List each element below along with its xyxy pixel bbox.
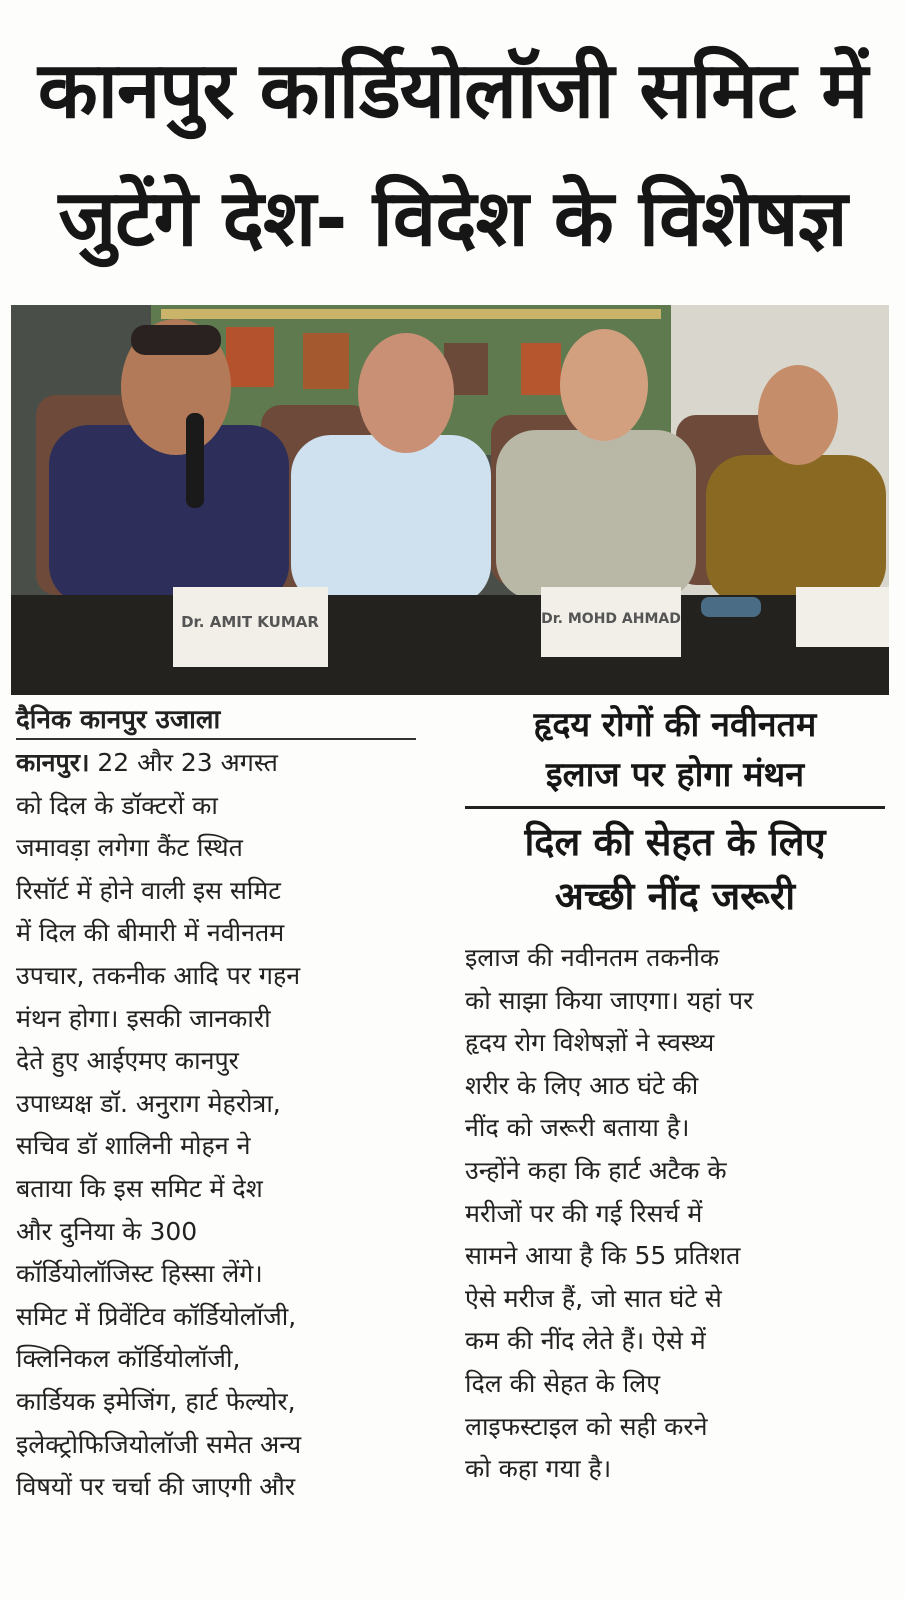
body-line: मरीजों पर की गई रिसर्च में bbox=[465, 1198, 703, 1228]
body-line: और दुनिया के 300 bbox=[16, 1216, 198, 1246]
body-line: शरीर के लिए आठ घंटे की bbox=[465, 1070, 699, 1100]
subhead-1-line-2: इलाज पर होगा मंथन bbox=[545, 755, 805, 795]
body-line: कम की नींद लेते हैं। ऐसे में bbox=[465, 1326, 706, 1356]
body-line: समिट में प्रिवेंटिव कॉर्डियोलॉजी, bbox=[16, 1301, 297, 1331]
body-line: नींद को जरूरी बताया है। bbox=[465, 1113, 690, 1143]
right-column bbox=[465, 700, 885, 1491]
body-line: जमावड़ा लगेगा कैंट स्थित bbox=[16, 833, 243, 863]
body-line: बताया कि इस समिट में देश bbox=[16, 1173, 263, 1203]
body-line: उपचार, तकनीक आदि पर गहन bbox=[16, 960, 301, 990]
body-line: दिल की सेहत के लिए bbox=[465, 1368, 661, 1398]
headline-line-2: जुटेंगे देश- विदेश के विशेषज्ञ bbox=[58, 174, 847, 264]
body-line: रिसॉर्ट में होने वाली इस समिट bbox=[16, 875, 281, 905]
body-line: विषयों पर चर्चा की जाएगी और bbox=[16, 1472, 296, 1502]
body-line: इलाज की नवीनतम तकनीक bbox=[465, 943, 720, 972]
body-line: कार्डियक इमेजिंग, हार्ट फेल्योर, bbox=[16, 1386, 296, 1416]
subhead-2-line-2: अच्छी नींद जरूरी bbox=[554, 874, 796, 918]
nameplate-1: Dr. AMIT KUMAR bbox=[181, 613, 319, 631]
byline: दैनिक कानपुर उजाला bbox=[16, 700, 416, 740]
body-line: देते हुए आईएमए कानपुर bbox=[16, 1046, 239, 1076]
nameplate-2: Dr. MOHD AHMAD bbox=[541, 611, 681, 627]
body-line: को साझा किया जाएगा। यहां पर bbox=[465, 985, 754, 1015]
body-line: मंथन होगा। इसकी जानकारी bbox=[16, 1003, 271, 1033]
divider bbox=[465, 806, 885, 809]
body-line: क्लिनिकल कॉर्डियोलॉजी, bbox=[16, 1344, 241, 1374]
body-line: लाइफस्टाइल को सही करने bbox=[465, 1411, 708, 1441]
body-line: हृदय रोग विशेषज्ञों ने स्वस्थ्य bbox=[465, 1028, 715, 1058]
body-line: में दिल की बीमारी में नवीनतम bbox=[16, 918, 285, 948]
body-line: को दिल के डॉक्टरों का bbox=[16, 790, 218, 820]
left-body bbox=[16, 742, 436, 1509]
body-line: सामने आया है कि 55 प्रतिशत bbox=[465, 1241, 741, 1271]
subhead-1-line-1: हृदय रोगों की नवीनतम bbox=[533, 705, 817, 745]
body-line: सचिव डॉ शालिनी मोहन ने bbox=[16, 1131, 251, 1161]
right-body bbox=[465, 937, 885, 1491]
body-line: 22 और 23 अगस्त bbox=[89, 748, 278, 777]
dateline: कानपुर। bbox=[16, 748, 90, 777]
body-line: इलेक्ट्रोफिजियोलॉजी समेत अन्य bbox=[16, 1429, 302, 1459]
left-column bbox=[16, 700, 436, 1509]
headline-line-1: कानपुर कार्डियोलॉजी समिट में bbox=[37, 46, 868, 136]
body-line: उन्होंने कहा कि हार्ट अटैक के bbox=[465, 1155, 727, 1185]
press-conference-photo bbox=[11, 305, 889, 695]
body-line: को कहा गया है। bbox=[465, 1454, 612, 1484]
body-line: कॉर्डियोलॉजिस्ट हिस्सा लेंगे। bbox=[16, 1259, 263, 1289]
body-line: उपाध्यक्ष डॉ. अनुराग मेहरोत्रा, bbox=[16, 1088, 281, 1118]
body-line: ऐसे मरीज हैं, जो सात घंटे से bbox=[465, 1283, 722, 1313]
subhead-2-line-1: दिल की सेहत के लिए bbox=[524, 820, 826, 864]
